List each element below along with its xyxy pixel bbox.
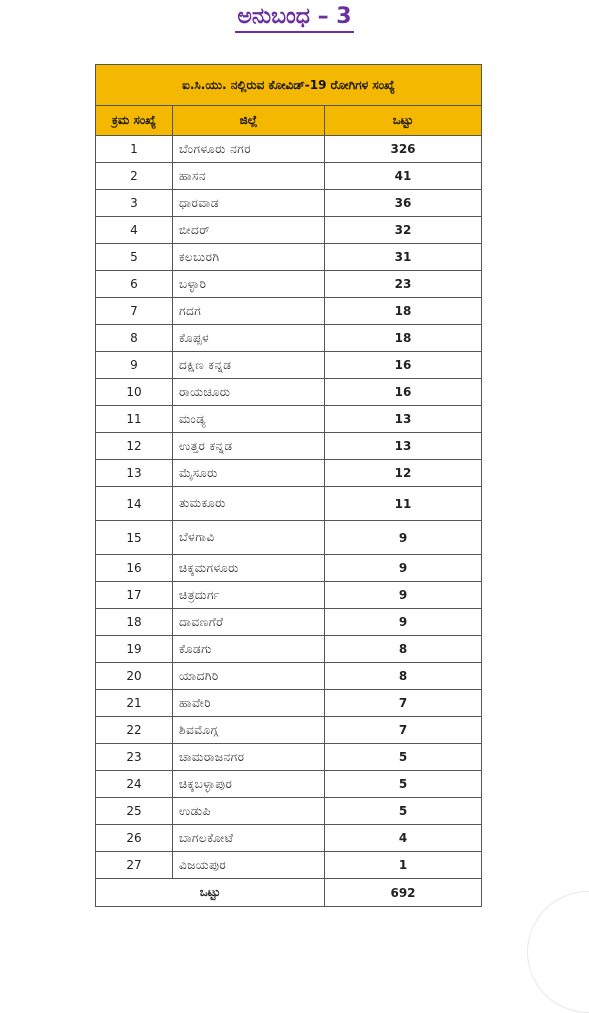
table-row — [96, 521, 482, 555]
patient-count-cell: 5 — [325, 798, 482, 825]
district-name-cell: ದಾವಣಗೆರೆ — [173, 609, 325, 636]
district-name-cell: ಮಂಡ್ಯ — [173, 406, 325, 433]
district-name-cell: ಚಿಕ್ಕಬಳ್ಳಾಪುರ — [173, 771, 325, 798]
table-row — [96, 190, 482, 217]
district-name-cell: ಚಿತ್ರದುರ್ಗ — [173, 582, 325, 609]
decorative-arc — [527, 891, 589, 1013]
patient-count-cell: 41 — [325, 163, 482, 190]
district-name-cell: ಹಾವೇರಿ — [173, 690, 325, 717]
serial-number-cell: 25 — [96, 798, 173, 825]
serial-number-cell: 11 — [96, 406, 173, 433]
column-header-district: ಜಿಲ್ಲೆ — [173, 106, 325, 136]
serial-number-cell: 14 — [96, 487, 173, 521]
patient-count-cell: 9 — [325, 521, 482, 555]
table-row — [96, 771, 482, 798]
patient-count-cell: 9 — [325, 582, 482, 609]
patient-count-cell: 32 — [325, 217, 482, 244]
patient-count-cell: 31 — [325, 244, 482, 271]
district-name-cell: ಉಡುಪಿ — [173, 798, 325, 825]
table-row — [96, 379, 482, 406]
patient-count-cell: 36 — [325, 190, 482, 217]
patient-count-cell: 11 — [325, 487, 482, 521]
table-row — [96, 852, 482, 879]
serial-number-cell: 2 — [96, 163, 173, 190]
patient-count-cell: 9 — [325, 609, 482, 636]
serial-number-cell: 7 — [96, 298, 173, 325]
district-name-cell: ಹಾಸನ — [173, 163, 325, 190]
serial-number-cell: 8 — [96, 325, 173, 352]
table-row — [96, 325, 482, 352]
column-header-serial: ಕ್ರಮ ಸಂಖ್ಯೆ — [96, 106, 173, 136]
district-name-cell: ಗದಗ — [173, 298, 325, 325]
patient-count-cell: 13 — [325, 433, 482, 460]
patient-count-cell: 8 — [325, 636, 482, 663]
patient-count-cell: 326 — [325, 136, 482, 163]
column-header-total: ಒಟ್ಟು — [325, 106, 482, 136]
table-row — [96, 609, 482, 636]
patient-count-cell: 4 — [325, 825, 482, 852]
serial-number-cell: 3 — [96, 190, 173, 217]
table-row — [96, 555, 482, 582]
serial-number-cell: 6 — [96, 271, 173, 298]
table-row — [96, 690, 482, 717]
district-name-cell: ಕಲಬುರಗಿ — [173, 244, 325, 271]
district-name-cell: ಕೊಡಗು — [173, 636, 325, 663]
serial-number-cell: 23 — [96, 744, 173, 771]
district-name-cell: ಬೆಳಗಾವಿ — [173, 521, 325, 555]
table-row — [96, 271, 482, 298]
district-name-cell: ಬೀದರ್ — [173, 217, 325, 244]
district-name-cell: ವಿಜಯಪುರ — [173, 852, 325, 879]
patient-count-cell: 9 — [325, 555, 482, 582]
serial-number-cell: 18 — [96, 609, 173, 636]
district-name-cell: ಬೆಂಗಳೂರು ನಗರ — [173, 136, 325, 163]
page-heading — [0, 4, 589, 33]
table-row — [96, 352, 482, 379]
table-row — [96, 298, 482, 325]
district-name-cell: ಯಾದಗಿರಿ — [173, 663, 325, 690]
patient-count-cell: 18 — [325, 298, 482, 325]
table-title: ಐ.ಸಿ.ಯು. ನಲ್ಲಿರುವ ಕೋವಿಡ್-19 ರೋಗಿಗಳ ಸಂಖ್ಯೆ — [96, 65, 482, 106]
serial-number-cell: 27 — [96, 852, 173, 879]
serial-number-cell: 13 — [96, 460, 173, 487]
icu-cases-table — [95, 64, 482, 907]
table-row — [96, 663, 482, 690]
patient-count-cell: 18 — [325, 325, 482, 352]
table-row — [96, 460, 482, 487]
patient-count-cell: 5 — [325, 771, 482, 798]
patient-count-cell: 13 — [325, 406, 482, 433]
patient-count-cell: 7 — [325, 717, 482, 744]
serial-number-cell: 20 — [96, 663, 173, 690]
patient-count-cell: 16 — [325, 379, 482, 406]
district-name-cell: ತುಮಕೂರು — [173, 487, 325, 521]
table-row — [96, 433, 482, 460]
serial-number-cell: 10 — [96, 379, 173, 406]
total-value: 692 — [325, 879, 482, 907]
district-name-cell: ಚಿಕ್ಕಮಗಳೂರು — [173, 555, 325, 582]
table-row — [96, 244, 482, 271]
district-name-cell: ಉತ್ತರ ಕನ್ನಡ — [173, 433, 325, 460]
patient-count-cell: 16 — [325, 352, 482, 379]
serial-number-cell: 16 — [96, 555, 173, 582]
table-row — [96, 163, 482, 190]
serial-number-cell: 4 — [96, 217, 173, 244]
district-name-cell: ಶಿವಮೊಗ್ಗ — [173, 717, 325, 744]
district-name-cell: ರಾಯಚೂರು — [173, 379, 325, 406]
district-name-cell: ಬಳ್ಳಾರಿ — [173, 271, 325, 298]
patient-count-cell: 5 — [325, 744, 482, 771]
patient-count-cell: 23 — [325, 271, 482, 298]
patient-count-cell: 12 — [325, 460, 482, 487]
serial-number-cell: 15 — [96, 521, 173, 555]
serial-number-cell: 1 — [96, 136, 173, 163]
patient-count-cell: 1 — [325, 852, 482, 879]
serial-number-cell: 26 — [96, 825, 173, 852]
table-row — [96, 217, 482, 244]
table-row — [96, 798, 482, 825]
serial-number-cell: 17 — [96, 582, 173, 609]
serial-number-cell: 22 — [96, 717, 173, 744]
table-row — [96, 717, 482, 744]
serial-number-cell: 24 — [96, 771, 173, 798]
table-row — [96, 636, 482, 663]
district-name-cell: ಮೈಸೂರು — [173, 460, 325, 487]
district-name-cell: ಧಾರವಾಡ — [173, 190, 325, 217]
serial-number-cell: 9 — [96, 352, 173, 379]
serial-number-cell: 12 — [96, 433, 173, 460]
total-row — [96, 879, 482, 907]
table-row — [96, 136, 482, 163]
serial-number-cell: 21 — [96, 690, 173, 717]
district-name-cell: ಚಾಮರಾಜನಗರ — [173, 744, 325, 771]
serial-number-cell: 19 — [96, 636, 173, 663]
patient-count-cell: 7 — [325, 690, 482, 717]
table-row — [96, 406, 482, 433]
district-name-cell: ಬಾಗಲಕೋಟೆ — [173, 825, 325, 852]
table-row — [96, 487, 482, 521]
table-row — [96, 744, 482, 771]
table-body — [96, 136, 482, 879]
table-row — [96, 582, 482, 609]
patient-count-cell: 8 — [325, 663, 482, 690]
total-label: ಒಟ್ಟು — [96, 879, 325, 907]
district-name-cell: ದಕ್ಷಿಣ ಕನ್ನಡ — [173, 352, 325, 379]
table-row — [96, 825, 482, 852]
district-name-cell: ಕೊಪ್ಪಳ — [173, 325, 325, 352]
annexure-title: ಅನುಬಂಧ – 3 — [235, 4, 353, 33]
serial-number-cell: 5 — [96, 244, 173, 271]
